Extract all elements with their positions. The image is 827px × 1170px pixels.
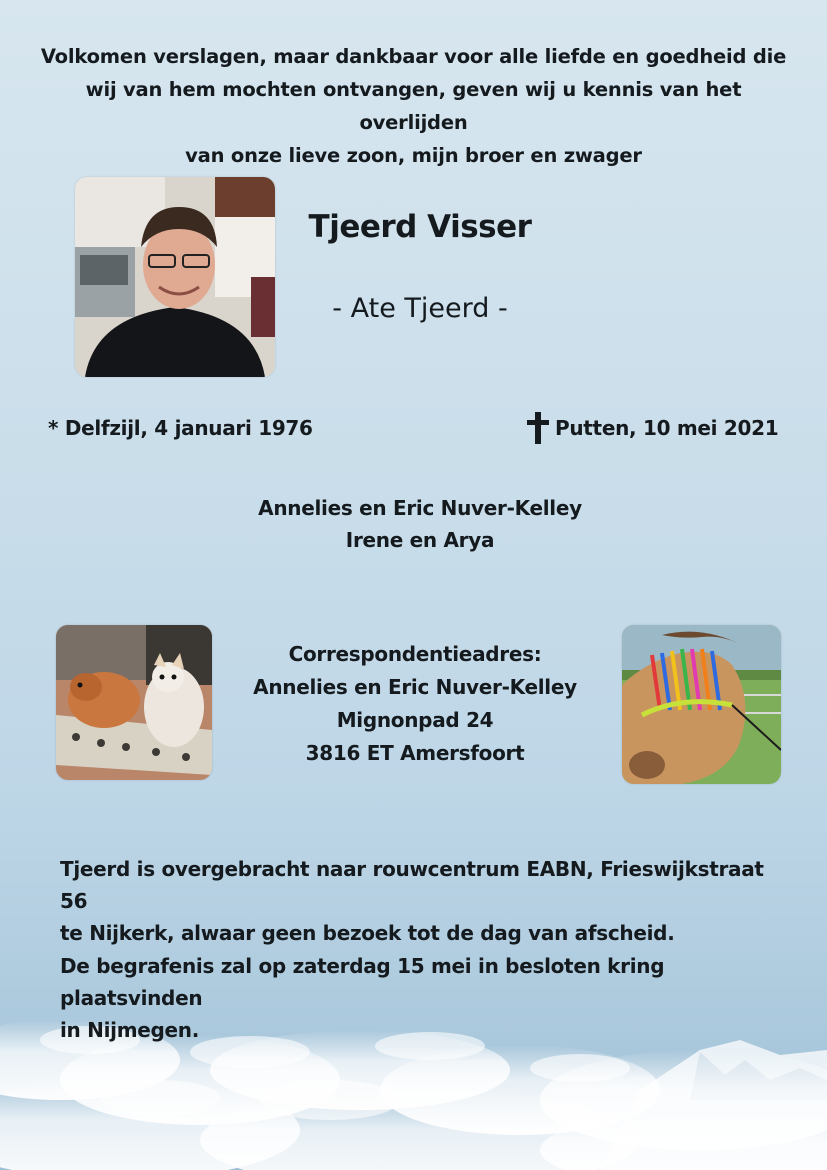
deceased-nickname: - Ate Tjeerd - <box>332 293 508 324</box>
correspondence-address <box>200 638 630 770</box>
intro-line: wij van hem mochten ontvangen, geven wij u kennis van het overlijden <box>85 78 742 134</box>
family-line: Irene en Arya <box>345 528 495 552</box>
notice-line: te Nijkerk, alwaar geen bezoek tot de dag van afscheid. <box>60 921 675 945</box>
notice-line: Tjeerd is overgebracht naar rouwcentrum EABN, Frieswijkstraat 56 <box>60 857 764 913</box>
family-names <box>180 492 660 556</box>
address-line: Annelies en Eric Nuver-Kelley <box>253 675 577 699</box>
death-info-text: Putten, 10 mei 2021 <box>555 416 779 440</box>
portrait-photo <box>75 177 275 377</box>
notice-line: in Nijmegen. <box>60 1018 200 1042</box>
deceased-name: Tjeerd Visser <box>308 209 532 245</box>
horse-photo <box>622 625 781 784</box>
cross-icon <box>527 412 549 444</box>
address-line: Mignonpad 24 <box>336 708 494 732</box>
death-info <box>527 412 778 444</box>
dogs-photo <box>56 625 212 780</box>
birth-info: * Delfzijl, 4 januari 1976 <box>48 416 313 440</box>
notice-line: De begrafenis zal op zaterdag 15 mei in besloten kring plaatsvinden <box>60 954 665 1010</box>
intro-line: Volkomen verslagen, maar dankbaar voor alle liefde en goedheid die <box>40 45 787 68</box>
intro-text <box>30 40 797 172</box>
funeral-notice <box>60 950 780 1046</box>
address-heading: Correspondentieadres: <box>288 642 542 666</box>
family-line: Annelies en Eric Nuver-Kelley <box>258 496 582 520</box>
intro-line: van onze lieve zoon, mijn broer en zwager <box>185 144 642 167</box>
transfer-notice <box>60 853 780 949</box>
address-line: 3816 ET Amersfoort <box>305 741 525 765</box>
